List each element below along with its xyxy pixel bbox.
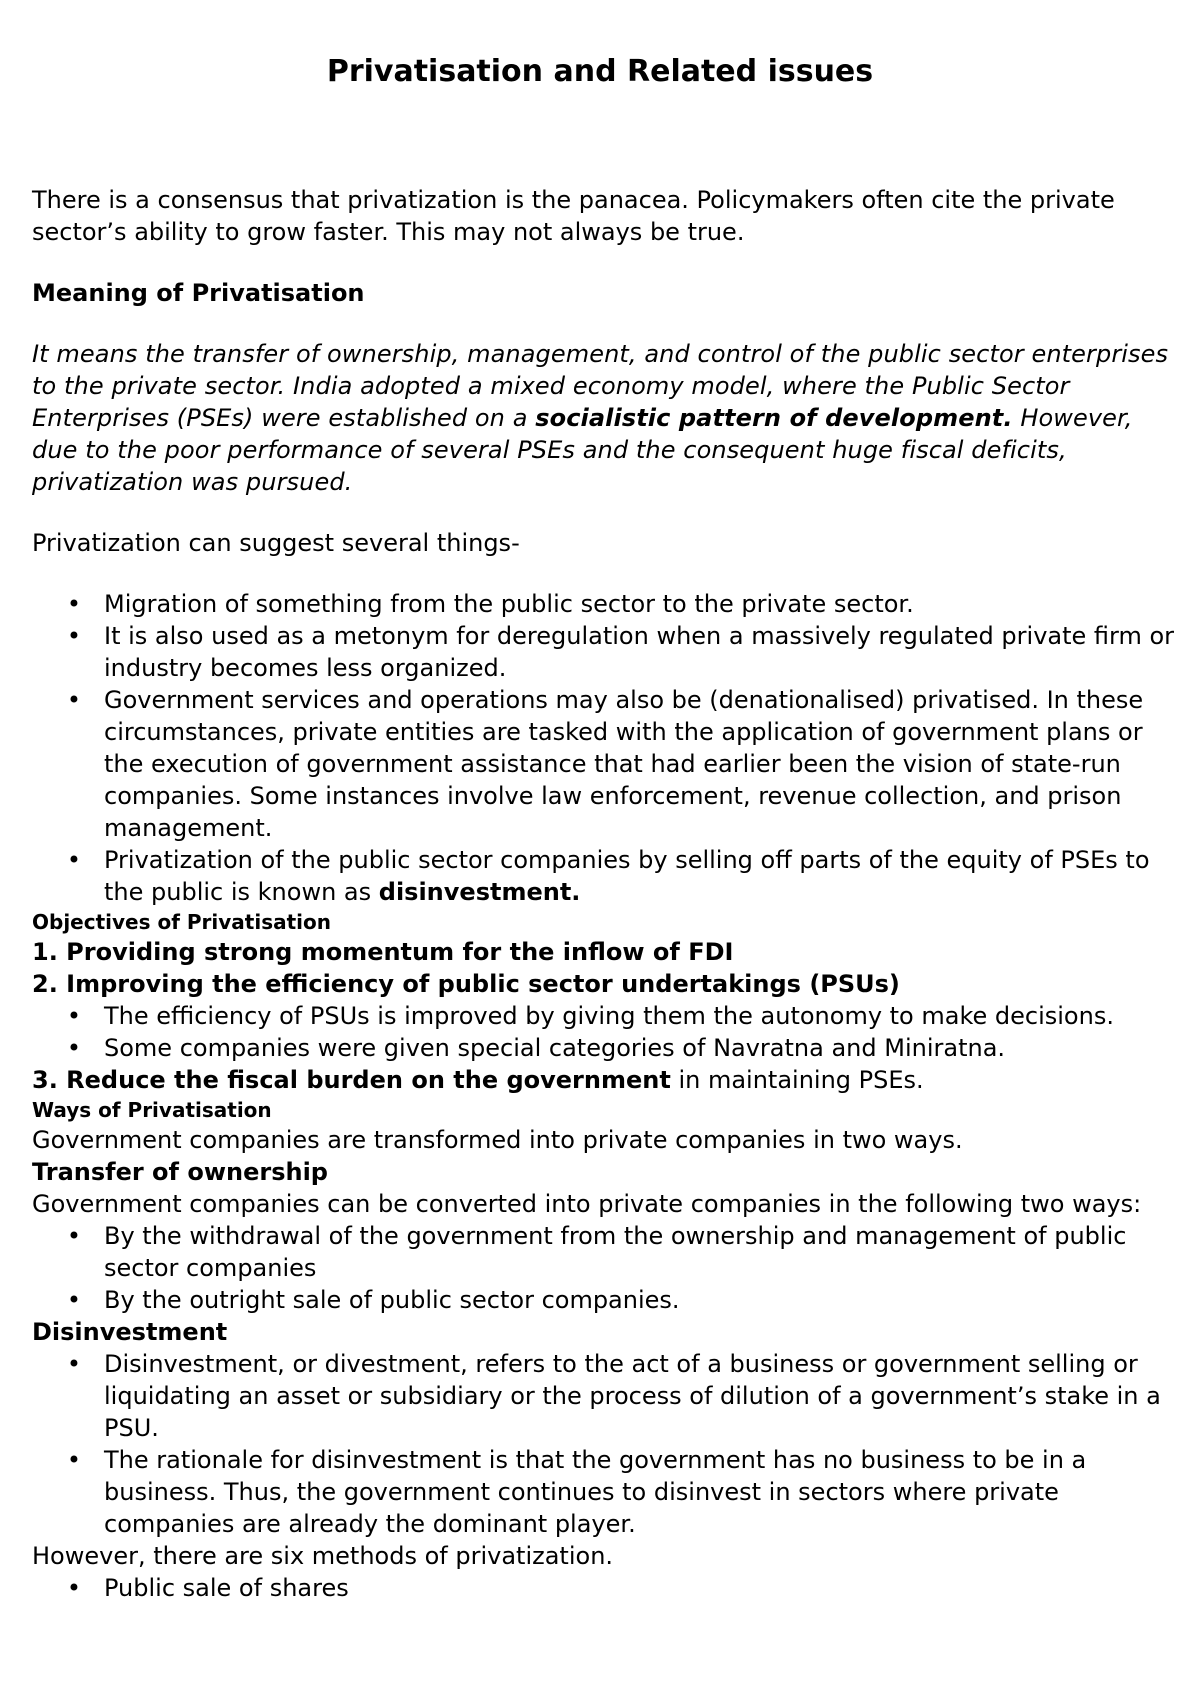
list-item <box>32 1284 1182 1316</box>
bullet-icon: • <box>66 846 82 874</box>
bullet-icon: • <box>66 1574 82 1602</box>
list-item-text: Disinvestment, or divestment, refers to the act of a business or government selling or liquidating an asset or subsidiary or the process of dilution of a government’s stake in a PSU. <box>104 1350 1161 1442</box>
list-item <box>32 1220 1182 1284</box>
transfer-text: Government companies can be converted into private companies in the following two ways: <box>32 1190 1142 1218</box>
list-item <box>32 684 1182 844</box>
transfer-list <box>32 1220 1182 1316</box>
bullet-icon: • <box>66 590 82 618</box>
disinvestment-term: disinvestment. <box>378 878 581 906</box>
disinvestment-heading: Disinvestment <box>32 1318 228 1346</box>
bullet-icon: • <box>66 1286 82 1314</box>
ways-text: Government companies are transformed into private companies in two ways. <box>32 1126 963 1154</box>
suggest-list <box>32 588 1182 908</box>
methods-list <box>32 1572 1182 1604</box>
list-item-text: Migration of something from the public sector to the private sector. <box>104 590 914 618</box>
bullet-icon: • <box>66 1002 82 1030</box>
bullet-icon: • <box>66 686 82 714</box>
objective-3 <box>32 1064 1182 1096</box>
bullet-icon: • <box>66 1350 82 1378</box>
objective-2: 2. Improving the efficiency of public sector undertakings (PSUs) <box>32 970 900 998</box>
list-item-text: The rationale for disinvestment is that the government has no business to be in a business. Thus, the government continues to disinvest in sectors where private companies are already the dominant player. <box>104 1446 1087 1538</box>
suggest-intro: Privatization can suggest several things- <box>32 529 520 557</box>
list-item <box>32 1032 1182 1064</box>
document-body <box>32 184 1182 1604</box>
objectives-heading: Objectives of Privatisation <box>32 910 332 934</box>
list-item <box>32 1000 1182 1032</box>
meaning-bold: socialistic pattern of development. <box>535 404 1013 432</box>
list-item <box>32 1348 1182 1444</box>
ways-heading: Ways of Privatisation <box>32 1098 272 1122</box>
list-item-text: Privatization of the public sector companies by selling off parts of the equity of PSEs to the public is known as <box>104 846 1150 906</box>
list-item-text: Government services and operations may also be (denationalised) privatised. In these circumstances, private entities are tasked with the application of government plans or the execution of government assistance that had earlier been the vision of state-run companies. Some instances involve law enforcement, revenue collection, and prison management. <box>104 686 1144 842</box>
list-item <box>32 588 1182 620</box>
objective-3-rest: in maintaining PSEs. <box>670 1066 924 1094</box>
list-item-text: Public sale of shares <box>104 1574 349 1602</box>
list-item <box>32 844 1182 908</box>
objective-2-list <box>32 1000 1182 1064</box>
intro-paragraph: There is a consensus that privatization is the panacea. Policymakers often cite the private sector’s ability to grow faster. This may not always be true. <box>32 186 1115 246</box>
list-item-text: It is also used as a metonym for deregulation when a massively regulated private firm or industry becomes less organized. <box>104 622 1175 682</box>
list-item <box>32 1444 1182 1540</box>
list-item <box>32 620 1182 684</box>
list-item-text: The efficiency of PSUs is improved by giving them the autonomy to make decisions. <box>104 1002 1114 1030</box>
objective-1: 1. Providing strong momentum for the inflow of FDI <box>32 938 734 966</box>
list-item <box>32 1572 1182 1604</box>
disinvestment-list <box>32 1348 1182 1540</box>
bullet-icon: • <box>66 1034 82 1062</box>
bullet-icon: • <box>66 1446 82 1474</box>
objective-3-bold: 3. Reduce the fiscal burden on the government <box>32 1066 671 1094</box>
list-item-text: By the outright sale of public sector companies. <box>104 1286 680 1314</box>
methods-text: However, there are six methods of privatization. <box>32 1542 614 1570</box>
meaning-text-2: However, due to the poor performance of several PSEs and the consequent huge fiscal deficits, privatization was pursued. <box>32 404 1133 496</box>
meaning-paragraph <box>32 338 1182 498</box>
meaning-heading: Meaning of Privatisation <box>32 279 365 307</box>
page-title: Privatisation and Related issues <box>326 54 874 89</box>
bullet-icon: • <box>66 622 82 650</box>
bullet-icon: • <box>66 1222 82 1250</box>
list-item-text: By the withdrawal of the government from the ownership and management of public sector companies <box>104 1222 1127 1282</box>
meaning-text-1: It means the transfer of ownership, management, and control of the public sector enterprises to the private sector. India adopted a mixed economy model, where the Public Sector Enterprises (PSEs) were established on a <box>32 340 1169 432</box>
list-item-text: Some companies were given special categories of Navratna and Miniratna. <box>104 1034 1006 1062</box>
transfer-heading: Transfer of ownership <box>32 1158 328 1186</box>
